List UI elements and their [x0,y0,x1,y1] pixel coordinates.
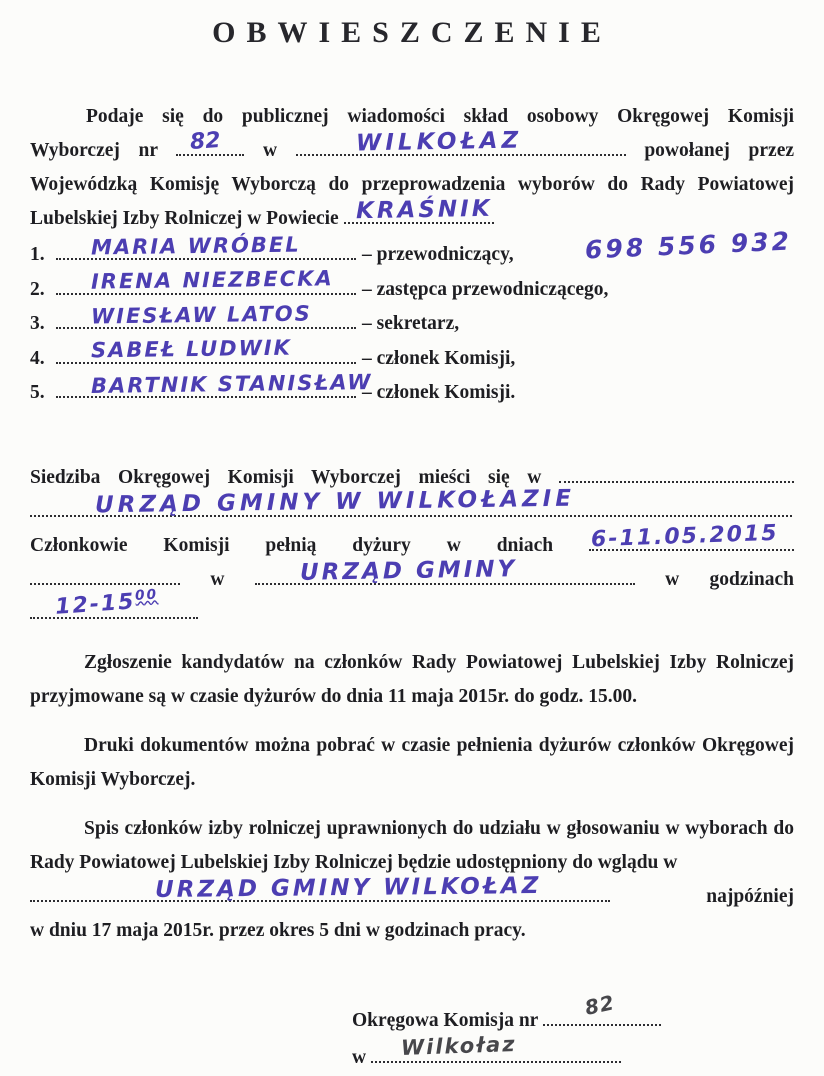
intro-text-1: Podaje się do publicznej wiadomości skład osobowy Okręgowej Komisji [86,106,794,127]
member-row-5 [30,369,794,411]
dyzury-dates-blank [589,520,794,552]
member-number: 2. [30,278,45,300]
footer-label: Okręgowa Komisja nr [352,1009,538,1031]
druki-paragraph: Druki dokumentów można pobrać w czasie pełnienia dyżurów członków Okręgowej Komisji Wyborczej. [30,734,794,790]
intro-text-3: powołanej przez [644,140,795,161]
dyzury-hours-line [30,586,794,631]
spis-place-line [30,872,794,914]
member-role: – przewodniczący, [362,244,514,265]
handwritten-member-name: BARTNIK STANISŁAW [90,369,373,398]
siedziba-label: Siedziba Okręgowej Komisji Wyborczej mieści się w [30,466,542,488]
siedziba-blank-tail [559,471,794,483]
handwritten-footer-number: 82 [582,989,617,1020]
hours-superscript: 00 [134,586,159,605]
handwritten-powiat: KRAŚNIK [355,195,493,225]
dyzury-hours-label: w godzinach [665,568,794,590]
intro-paragraph [30,100,794,236]
handwritten-siedziba: URZĄD GMINY W WILKOŁAZIE [94,485,576,518]
member-role: – członek Komisji. [362,382,516,403]
spis-last-line: w dniu 17 maja 2015r. przez okres 5 dni w godzinach pracy. [30,919,526,941]
powiat-blank [344,195,494,225]
dyzury-place-blank [255,555,635,586]
member-role: – sekretarz, [362,313,460,334]
handwritten-commission-place: WILKOŁAZ [355,127,523,157]
member-name-blank [56,266,356,295]
spis-paragraph: Spis członków izby rolniczej uprawnionych do udziału w głosowaniu w wyborach do Rady Powiatowej Lubelskiej Izby Rolniczej będzie udostępniony do wglądu w [30,817,794,873]
handwritten-commission-number: 82 [189,127,222,156]
member-number: 4. [30,347,45,369]
member-number: 1. [30,244,45,265]
handwritten-member-name: WIESŁAW LATOS [90,300,312,329]
handwritten-spis-place: URZĄD GMINY WILKOŁAZ [154,872,542,903]
member-number: 3. [30,313,45,334]
intro-line-2 [30,127,795,168]
handwritten-phone-number: 698 556 932 [584,226,793,265]
intro-text-2: Wyborczej nr [30,140,158,161]
intro-text-4: Lubelskiej Izby Rolniczej w Powiecie [30,208,339,229]
handwritten-hours: $12-15^{00}$ [54,586,159,621]
member-name-blank [56,300,356,329]
hours-blank [30,586,198,621]
commission-place-blank [296,127,626,157]
member-role: – członek Komisji, [362,347,516,369]
handwritten-dates: 6-11.05.2015 [590,520,780,552]
signature-block [352,989,794,1076]
footer-number-blank [543,989,661,1026]
footer-place-line [352,1031,794,1076]
intro-line-3: Wojewódzką Komisję Wyborczą do przeprowadzenia wyborów do Rady Powiatowej [30,174,794,195]
zgloszenie-paragraph: Zgłoszenie kandydatów na członków Rady Powiatowej Lubelskiej Izby Rolniczej przyjmowane są w czasie dyżurów do dnia 11 maja 2015r. do godz. 15.00. [30,651,794,707]
document-title: OBWIESZCZENIE [212,16,612,49]
handwritten-member-name: IRENA NIEZBECKA [90,266,334,294]
member-name-blank [56,369,373,398]
footer-place-blank [371,1031,621,1063]
spis-after-text: najpóźniej [706,885,794,907]
handwritten-member-name: MARIA WRÓBEL [90,232,301,259]
dyzury-w-label: w [210,568,225,590]
member-name-blank [56,335,356,364]
footer-w-label: w [352,1046,367,1068]
siedziba-blank [30,485,792,518]
members-list [30,226,794,411]
member-number: 5. [30,382,45,403]
member-name-blank [56,232,356,260]
commission-number-blank [176,127,244,156]
dyzury-label: Członkowie Komisji pełnią dyżury w dniach [30,534,554,556]
handwritten-member-name: SABEŁ LUDWIK [90,335,293,363]
siedziba-section [30,461,794,631]
member-role: – zastępca przewodniczącego, [362,278,609,300]
handwritten-dyzury-place: URZĄD GMINY [299,555,518,586]
spis-place-blank [30,872,610,903]
handwritten-footer-place: Wilkołaz [400,1031,517,1060]
intro-text-w: w [262,140,278,161]
